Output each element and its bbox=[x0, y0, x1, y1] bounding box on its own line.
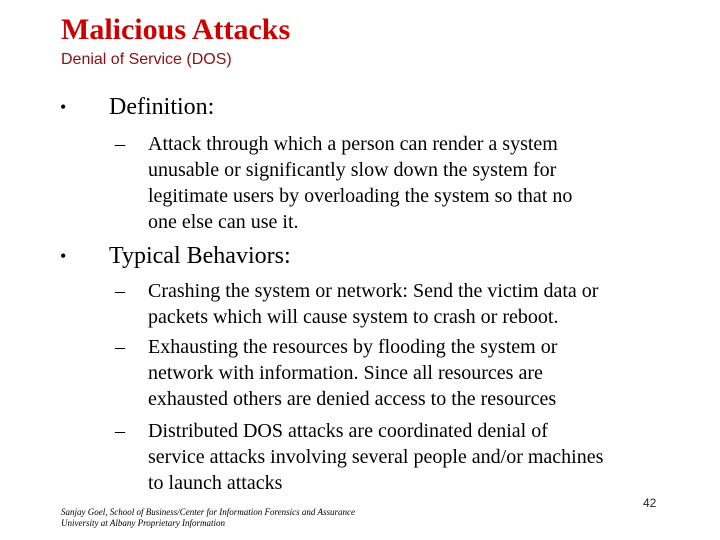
dash-marker: – bbox=[115, 280, 125, 302]
behavior-text: Crashing the system or network: Send the victim data or packets which will cause system to crash or reboot. bbox=[148, 280, 599, 328]
bullet-marker: • bbox=[60, 246, 67, 266]
definition-text: Attack through which a person can render a system unusable or significantly slow down the system for legitimate users by overloading the system so that no one else can use it. bbox=[148, 133, 573, 233]
behavior-text: Exhausting the resources by flooding the system or network with information. Since all resources are exhausted others are denied access to the resources bbox=[148, 336, 558, 410]
dash-marker: – bbox=[115, 336, 125, 358]
page-number: 42 bbox=[643, 496, 657, 510]
bullet-marker: • bbox=[60, 97, 67, 117]
slide-footer: Sanjay Goel, School of Business/Center for Information Forensics and Assurance University at Albany Proprietary Information bbox=[61, 507, 355, 528]
dash-marker: – bbox=[115, 133, 125, 155]
slide-title: Malicious Attacks bbox=[61, 13, 291, 46]
behavior-text: Distributed DOS attacks are coordinated denial of service attacks involving several people and/or machines to launch attacks bbox=[148, 420, 604, 494]
dash-marker: – bbox=[115, 420, 125, 442]
slide-subtitle: Denial of Service (DOS) bbox=[61, 51, 232, 68]
bullet-label: Definition: bbox=[109, 94, 215, 120]
bullet-label: Typical Behaviors: bbox=[109, 243, 291, 269]
